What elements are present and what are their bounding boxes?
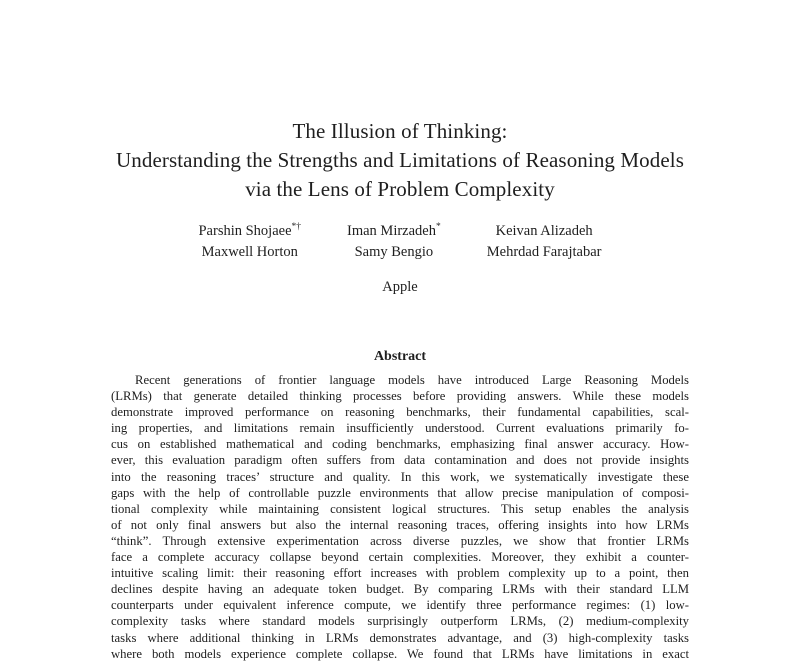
author-affiliation-mark: * [436,222,441,233]
author-name: Samy Bengio [354,244,434,260]
abstract-line: tasks where additional thinking in LRMs demonstrates advantage, and (3) high-complexity tasks [111,630,689,645]
abstract-line: face a complete accuracy collapse beyond certain complexities. Moreover, they exhibit a counter- [111,550,689,565]
abstract-body [111,372,689,662]
abstract-line: of not only final answers but also the internal reasoning traces, offering insights into how LRMs [111,517,689,532]
abstract-line: counterparts under equivalent inference compute, we identify three performance regimes: (1) low- [111,598,689,613]
abstract-heading: Abstract [373,349,427,364]
author-block [0,221,800,263]
abstract-line: into the reasoning traces’ structure and quality. In this work, we systematically investigate these [111,469,689,484]
abstract-line: Recent generations of frontier language models have introduced Large Reasoning Models [135,373,689,387]
abstract-line: “think”. Through extensive experimentation across diverse puzzles, we show that frontier LRMs [111,533,689,548]
abstract-line: where both models experience complete collapse. We found that LRMs have limitations in exact [111,646,689,661]
abstract-line: (LRMs) that generate detailed thinking processes before providing answers. While these models [111,389,689,404]
paper-title-line-3: via the Lens of Problem Complexity [245,177,555,201]
author-name: Parshin Shojaee*† [198,222,302,239]
abstract-line: intuitive scaling limit: their reasoning effort increases with problem complexity up to a point, then [111,566,689,581]
author-name: Iman Mirzadeh* [347,222,441,239]
abstract-line: tional complexity while maintaining consistent logical structures. This setup enables the analysis [111,501,689,516]
author-name: Mehrdad Farajtabar [486,244,602,260]
abstract-line: ever, this evaluation paradigm often suffers from data contamination and does not provide insights [111,453,689,468]
abstract-line: cus on established mathematical and coding benchmarks, emphasizing final answer accuracy. How- [111,437,689,452]
paper-title-line-1: The Illusion of Thinking: [292,119,508,143]
author-affiliation-mark: *† [291,222,302,233]
paper-title [0,117,800,204]
abstract-line: complexity tasks where standard models surprisingly outperform LRMs, (2) medium-complexity [111,614,689,629]
paper-title-line-2: Understanding the Strengths and Limitations of Reasoning Models [116,148,684,172]
abstract-line: ing properties, and limitations remain insufficiently understood. Current evaluations primarily fo- [111,421,689,436]
author-name: Keivan Alizadeh [495,223,593,239]
author-name: Maxwell Horton [201,244,298,260]
abstract-line: gaps with the help of controllable puzzle environments that allow precise manipulation of composi- [111,485,689,500]
affiliation: Apple [382,279,418,295]
abstract-line: declines despite having an adequate token budget. By comparing LRMs with their standard LLM [111,582,689,597]
abstract-line: demonstrate improved performance on reasoning benchmarks, their fundamental capabilities, scal- [111,405,689,420]
